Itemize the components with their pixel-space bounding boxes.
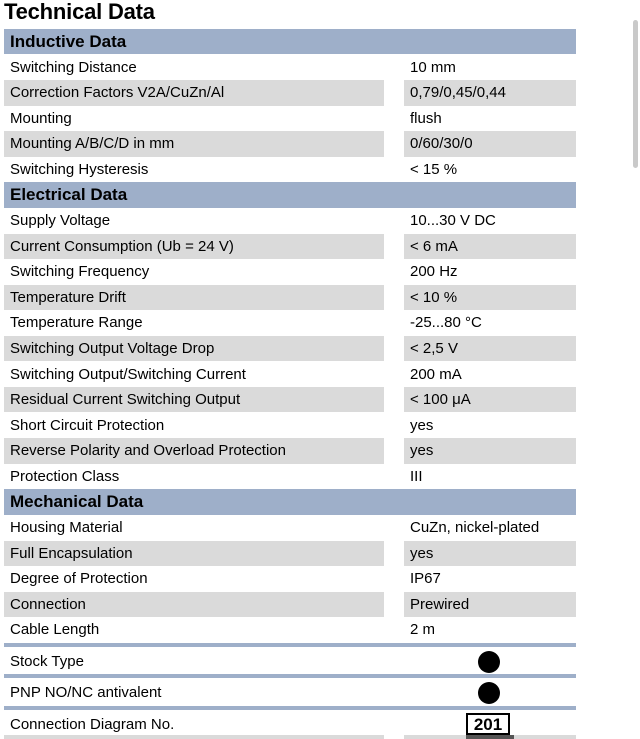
row-label: Switching Output Voltage Drop	[4, 336, 384, 361]
scrollbar-thumb[interactable]	[633, 20, 638, 168]
table-row	[4, 592, 576, 617]
table-row	[4, 617, 576, 642]
row-value: < 2,5 V	[404, 336, 576, 361]
table-row	[4, 234, 576, 259]
section-header-mechanical: Mechanical Data	[4, 489, 576, 514]
filled-circle-icon	[478, 682, 500, 704]
row-value: 0/60/30/0	[404, 131, 576, 156]
pnp-label: PNP NO/NC antivalent	[10, 684, 162, 702]
table-row	[4, 285, 576, 310]
row-value: 2 m	[410, 621, 436, 639]
table-row	[4, 259, 576, 284]
row-value: < 10 %	[404, 285, 576, 310]
row-label: Reverse Polarity and Overload Protection	[4, 438, 384, 463]
row-value: CuZn, nickel-plated	[410, 518, 540, 536]
row-label: Protection Class	[10, 467, 120, 485]
row-value: yes	[410, 416, 434, 434]
row-label: Switching Hysteresis	[10, 160, 149, 178]
row-label: Residual Current Switching Output	[4, 387, 384, 412]
row-value: 0,79/0,45/0,44	[404, 80, 576, 105]
row-label: Short Circuit Protection	[10, 416, 165, 434]
row-value: III	[410, 467, 423, 485]
row-label: Temperature Range	[10, 314, 143, 332]
table-row	[4, 131, 576, 156]
row-value: < 6 mA	[404, 234, 576, 259]
table-row	[4, 515, 576, 540]
table-row	[4, 413, 576, 438]
table-row	[4, 362, 576, 387]
row-label: Connection	[4, 592, 384, 617]
row-value: 10...30 V DC	[410, 212, 496, 230]
technical-data-table	[4, 29, 576, 737]
row-label: Full Encapsulation	[4, 541, 384, 566]
row-value: < 15 %	[410, 160, 458, 178]
connection-diagram-number: 201	[466, 713, 510, 735]
table-row	[4, 80, 576, 105]
row-value: yes	[404, 438, 576, 463]
stock-type-row	[4, 647, 576, 675]
filled-circle-icon	[478, 651, 500, 673]
stock-type-label: Stock Type	[10, 652, 84, 670]
row-value: < 100 μA	[404, 387, 576, 412]
row-label: Supply Voltage	[10, 212, 111, 230]
connection-diagram-label: Connection Diagram No.	[10, 715, 175, 733]
row-label: Cable Length	[10, 621, 100, 639]
row-value: flush	[410, 109, 442, 127]
row-label: Correction Factors V2A/CuZn/Al	[4, 80, 384, 105]
row-label: Switching Output/Switching Current	[10, 365, 246, 383]
section-header-electrical: Electrical Data	[4, 182, 576, 207]
table-row	[4, 157, 576, 182]
row-value: Prewired	[404, 592, 576, 617]
row-label: Mounting	[10, 109, 72, 127]
row-value: 200 mA	[410, 365, 462, 383]
table-row	[4, 310, 576, 335]
table-row	[4, 387, 576, 412]
row-label: Switching Frequency	[10, 263, 150, 281]
page-title: Technical Data	[4, 0, 155, 24]
table-row	[4, 566, 576, 591]
row-label: Mounting A/B/C/D in mm	[4, 131, 384, 156]
row-label: Switching Distance	[10, 58, 137, 76]
table-row	[4, 208, 576, 233]
row-label: Current Consumption (Ub = 24 V)	[4, 234, 384, 259]
pnp-row	[4, 678, 576, 706]
row-value: -25...80 °C	[410, 314, 482, 332]
table-row	[4, 336, 576, 361]
section-header-inductive: Inductive Data	[4, 29, 576, 54]
row-label: Temperature Drift	[4, 285, 384, 310]
row-value: yes	[404, 541, 576, 566]
row-value: 200 Hz	[410, 263, 458, 281]
table-row	[4, 55, 576, 80]
row-value: IP67	[410, 570, 441, 588]
connection-diagram-row	[4, 710, 576, 738]
table-row	[4, 106, 576, 131]
row-label: Housing Material	[10, 518, 123, 536]
row-value: 10 mm	[410, 58, 456, 76]
row-label: Degree of Protection	[10, 570, 148, 588]
table-row	[4, 464, 576, 489]
table-row	[4, 438, 576, 463]
table-bottom-edge	[4, 735, 576, 739]
table-row	[4, 541, 576, 566]
